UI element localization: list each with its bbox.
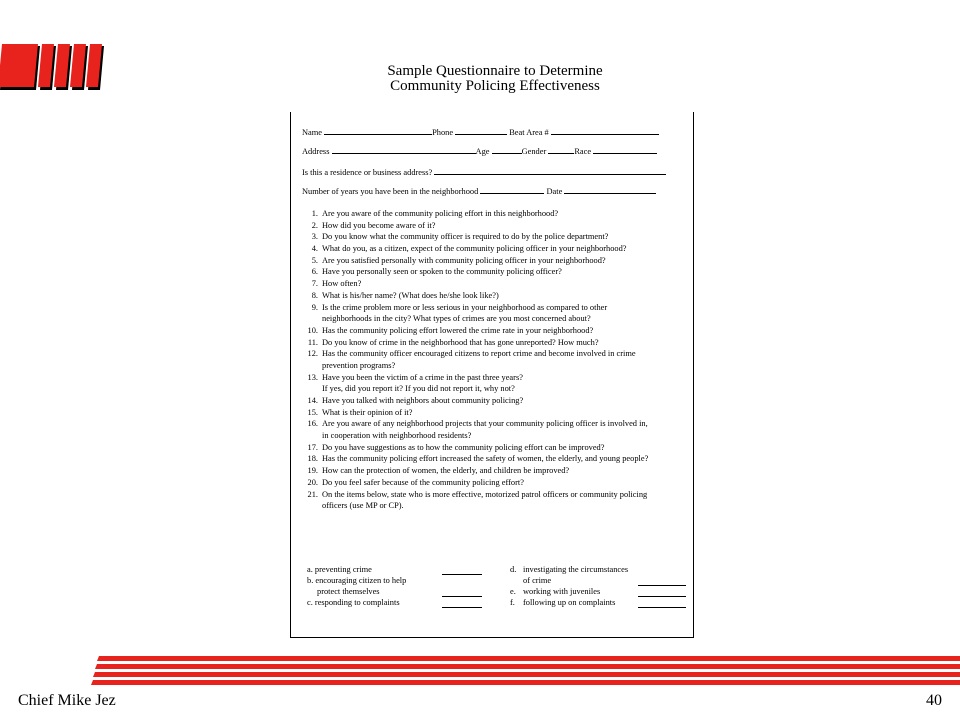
item-d-line1: investigating the circumstances <box>523 565 629 574</box>
item-e-label: e. <box>510 587 516 596</box>
date-label: Date <box>546 187 563 196</box>
question-text: Are you aware of the community policing effort in this neighborhood? <box>322 209 559 218</box>
question-text: Has the community policing effort lowered the crime rate in your neighborhood? <box>322 325 594 335</box>
question-number: 16. <box>307 419 318 429</box>
question-item <box>303 453 693 465</box>
address-row <box>302 145 657 157</box>
date-blank[interactable] <box>564 185 656 194</box>
question-item <box>303 302 693 314</box>
question-number: 6. <box>311 267 318 277</box>
footer-author: Chief Mike Jez <box>18 692 116 709</box>
question-number: 17. <box>307 442 318 452</box>
question-item <box>303 395 693 407</box>
question-continuation <box>303 383 693 395</box>
question-continuation <box>303 500 693 512</box>
item-e: working with juveniles <box>523 587 601 596</box>
question-number: 1. <box>311 209 318 218</box>
question-item <box>303 477 693 489</box>
question-number: 8. <box>311 290 318 300</box>
question-item <box>303 208 693 220</box>
question-text: If yes, did you report it? If you did not report it, why not? <box>322 384 515 394</box>
question-item <box>303 348 693 360</box>
question-number: 9. <box>311 302 318 312</box>
question-item <box>303 278 693 290</box>
question-number: 4. <box>311 244 318 254</box>
item-d-line2: of crime <box>523 576 552 585</box>
years-blank[interactable] <box>480 185 544 194</box>
question-text: Do you know of crime in the neighborhood that has gone unreported? How much? <box>322 337 599 347</box>
race-label: Race <box>574 147 592 156</box>
item-a: a. preventing crime <box>307 565 372 574</box>
question-number: 14. <box>307 396 318 405</box>
question-continuation <box>303 430 693 442</box>
question-text: prevention programs? <box>322 360 396 370</box>
question-text: Do you have suggestions as to how the community policing effort can be improved? <box>322 442 605 452</box>
question-number: 20. <box>307 477 318 487</box>
age-label: Age <box>475 147 490 156</box>
title-line-1: Sample Questionnaire to Determine <box>387 63 603 79</box>
question-text: Are you satisfied personally with community policing officer in your neighborhood? <box>322 255 606 265</box>
question-text: How did you become aware of it? <box>322 220 436 230</box>
race-blank[interactable] <box>593 145 657 154</box>
item-d-label: d. <box>510 565 517 574</box>
question-text: Have you personally seen or spoken to the community policing officer? <box>322 267 562 277</box>
question-text: neighborhoods in the city? What types of crimes are you most concerned about? <box>322 314 591 324</box>
item-f: following up on complaints <box>523 598 616 607</box>
question-item <box>303 407 693 419</box>
address-label: Address <box>302 147 330 156</box>
question-text: What do you, as a citizen, expect of the community policing officer in your neighborhood? <box>322 244 627 254</box>
item-b-line2: protect themselves <box>317 587 380 596</box>
question-number: 11. <box>307 337 318 347</box>
question-number: 5. <box>311 255 318 265</box>
beat-area-blank[interactable] <box>551 126 659 135</box>
question-text: in cooperation with neighborhood residents? <box>322 431 472 441</box>
question-text: Is the crime problem more or less serious in your neighborhood as compared to other <box>322 302 608 312</box>
question-continuation <box>303 360 693 372</box>
question-text: Has the community policing effort increased the safety of women, the elderly, and young people? <box>322 454 649 464</box>
residence-label: Is this a residence or business address? <box>302 168 433 177</box>
question-text: What is their opinion of it? <box>322 407 413 417</box>
item-a-blank[interactable] <box>442 574 482 575</box>
question-item <box>303 418 693 430</box>
item-b-blank[interactable] <box>442 596 482 597</box>
question-item <box>303 266 693 278</box>
age-blank[interactable] <box>492 145 522 154</box>
question-list <box>303 208 693 512</box>
question-number: 3. <box>311 232 318 242</box>
phone-blank[interactable] <box>455 126 507 135</box>
question-item <box>303 372 693 384</box>
question-text: Have you talked with neighbors about community policing? <box>322 396 524 405</box>
question-number <box>303 383 322 395</box>
question-number: 12. <box>307 349 318 359</box>
question-number: 18. <box>307 454 318 464</box>
question-number: 13. <box>307 372 318 382</box>
question-text: officers (use MP or CP). <box>322 501 404 511</box>
question-item <box>303 255 693 267</box>
question-number: 7. <box>311 279 318 289</box>
question-text: Has the community officer encouraged citizens to report crime and become involved in crime <box>322 349 636 359</box>
page-number: 40 <box>926 692 942 709</box>
item-c-blank[interactable] <box>442 607 482 608</box>
question-text: Do you feel safer because of the community policing effort? <box>322 477 524 487</box>
question-text: On the items below, state who is more effective, motorized patrol officers or community policing <box>322 489 648 499</box>
question-item <box>303 442 693 454</box>
slide-title <box>300 64 690 94</box>
question-text: How often? <box>322 279 362 289</box>
question-item <box>303 231 693 243</box>
gender-blank[interactable] <box>548 145 574 154</box>
phone-label: Phone <box>432 128 454 137</box>
item-c: c. responding to complaints <box>307 598 400 607</box>
title-line-2: Community Policing Effectiveness <box>390 78 600 94</box>
question-item <box>303 220 693 232</box>
question-item <box>303 243 693 255</box>
question-number: 15. <box>307 407 318 417</box>
years-label: Number of years you have been in the neighborhood <box>302 187 479 196</box>
red-slanted-bars-logo <box>0 42 110 92</box>
residence-blank[interactable] <box>434 166 666 175</box>
question-number <box>303 430 322 442</box>
question-continuation <box>303 313 693 325</box>
gender-label: Gender <box>521 147 547 156</box>
questionnaire-form <box>290 112 694 638</box>
item-b-line1: b. encouraging citizen to help <box>307 576 407 585</box>
question-number: 21. <box>307 489 318 499</box>
question-number: 19. <box>307 466 318 476</box>
years-row <box>302 185 656 197</box>
item-f-label: f. <box>510 598 515 607</box>
question-item <box>303 290 693 302</box>
beat-area-label: Beat Area # <box>509 128 549 137</box>
question-number <box>303 360 322 372</box>
question-number <box>303 500 322 512</box>
red-stripe-decoration <box>90 655 960 687</box>
name-row <box>302 126 659 138</box>
item-e-blank[interactable] <box>638 596 686 597</box>
question-text: What is his/her name? (What does he/she look like?) <box>322 290 499 300</box>
question-item <box>303 337 693 349</box>
question-text: Are you aware of any neighborhood projects that your community policing officer is involved in, <box>322 419 648 429</box>
question-text: Have you been the victim of a crime in the past three years? <box>322 372 523 382</box>
question-item <box>303 465 693 477</box>
question-item <box>303 325 693 337</box>
name-label: Name <box>302 128 322 137</box>
question-item <box>303 489 693 501</box>
name-blank[interactable] <box>324 126 432 135</box>
question-number <box>303 313 322 325</box>
item-d-blank[interactable] <box>638 585 686 586</box>
question-number: 2. <box>311 220 318 230</box>
item-f-blank[interactable] <box>638 607 686 608</box>
question-text: Do you know what the community officer is required to do by the police department? <box>322 232 609 242</box>
address-blank[interactable] <box>332 145 476 154</box>
question-text: How can the protection of women, the elderly, and children be improved? <box>322 466 570 476</box>
residence-row <box>302 166 666 178</box>
question-number: 10. <box>307 325 318 335</box>
